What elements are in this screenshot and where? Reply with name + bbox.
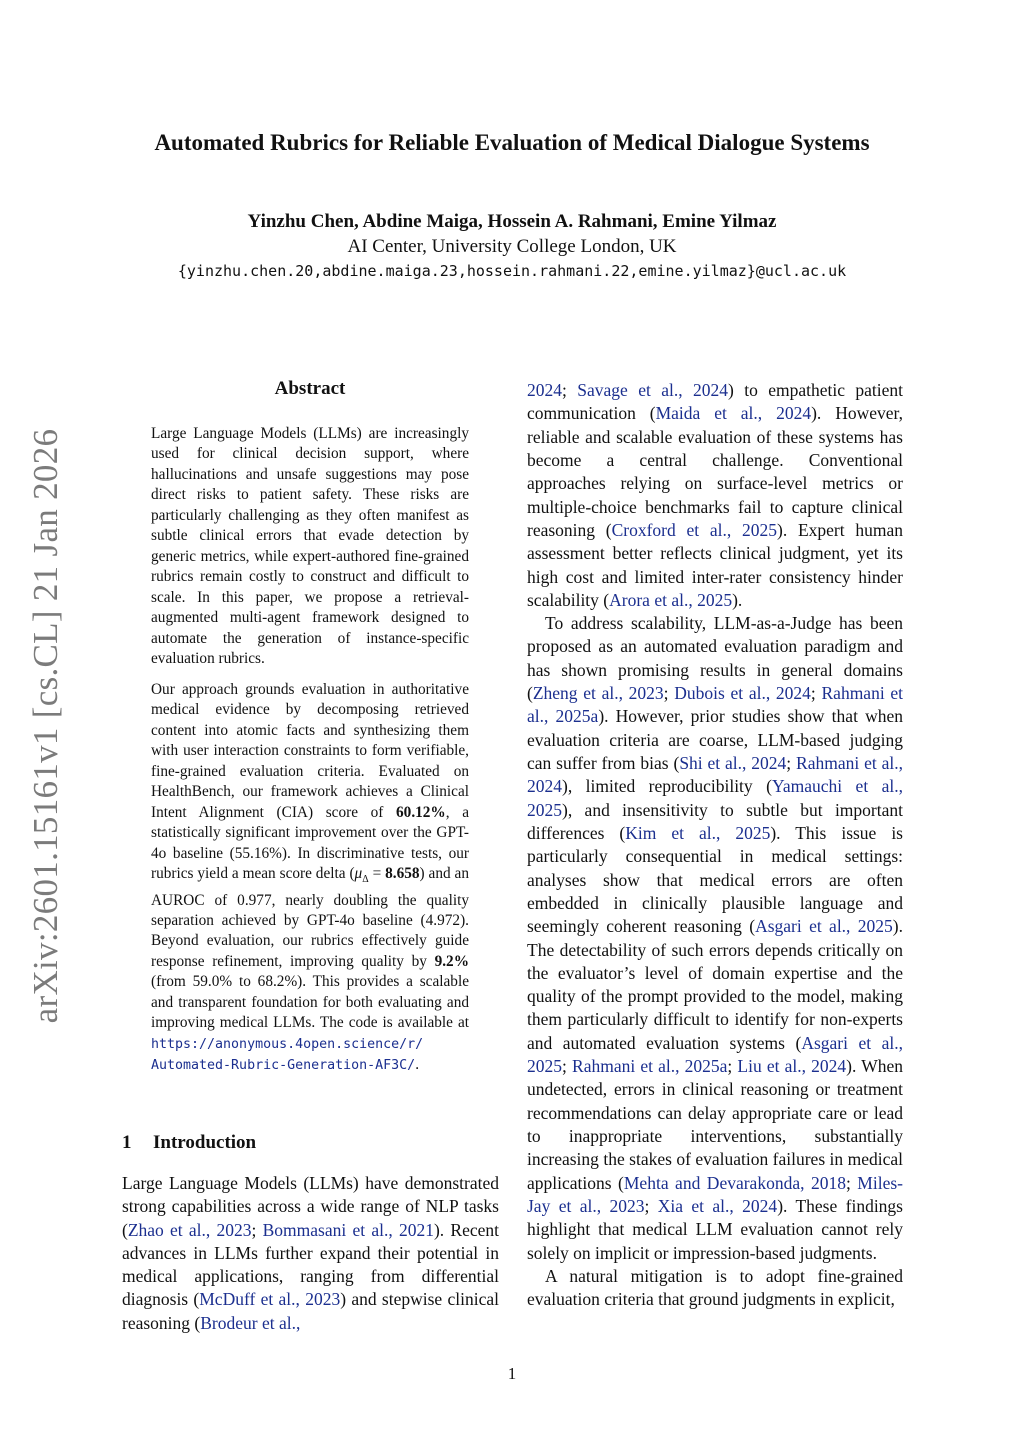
citation-link[interactable]: Brodeur et al., [200,1312,301,1333]
intro-paragraph-mitigation: A natural mitigation is to adopt fine-grained evaluation criteria that ground judgments in explicit, [527,1265,903,1310]
arxiv-stamp [28,426,64,1026]
citation-link[interactable]: Rahmani et al., 2024 [527,753,903,797]
citation-link[interactable]: Rahmani et al., 2025a [527,683,904,727]
citation-link[interactable]: Dubois et al., 2024 [674,683,811,704]
author-list: Yinzhu Chen, Abdine Maiga, Hossein A. Rahmani, Emine Yilmaz [247,211,777,232]
citation-link[interactable]: Mehta and Devarakonda, 2018 [623,1172,846,1193]
intro-paragraph-left: Large Language Models (LLMs) have demonstrated strong capabilities across a wide range of NLP tasks (Zhao et al., 2023; Bommasani et al., 2021). Recent advances in LLMs further expand their potential in medical applications, ranging from differential diagnosis (McDuff et al., 2023) and stepwise clinical reasoning (Brodeur et al., [122,1173,499,1333]
citation-link[interactable]: Zhao et al., 2023 [127,1219,252,1240]
citation-link[interactable]: Kim et al., 2025 [625,822,771,843]
citation-link[interactable]: Croxford et al., 2025 [611,519,778,540]
citation-link[interactable]: Arora et al., 2025 [609,589,733,610]
right-column [527,379,903,1312]
affiliation: AI Center, University College London, UK [347,236,677,257]
page-number: 1 [507,1364,517,1383]
code-link[interactable]: https://anonymous.4open.science/r/ Automated-Rubric-Generation-AF3C/ [151,1036,424,1074]
mean-score-delta: 8.658 [385,865,420,883]
paper-title: Automated Rubrics for Reliable Evaluation of Medical Dialogue Systems [154,130,870,155]
citation-link[interactable]: Asgari et al., 2025 [755,916,893,937]
citation-link[interactable]: Savage et al., 2024 [577,380,728,400]
intro-paragraph-continued: 2024; Savage et al., 2024) to empathetic patient communication (Maida et al., 2024). However, reliable and scalable evaluation of these systems has become a central challenge. Conventional approaches relying on surface-level metrics or multiple-choice benchmarks fail to capture clinical reasoning (Croxford et al., 2025). Expert human assessment better reflects clinical judgment, yet its high cost and limited inter-rater consistency hinder scalability (Arora et al., 2025). [527,380,904,610]
citation-link[interactable]: Asgari et al., 2025 [527,1032,904,1077]
citation-link[interactable]: McDuff et al., 2023 [199,1289,341,1310]
citation-link[interactable]: Xia et al., 2024 [657,1195,778,1216]
cia-score: 60.12% [396,803,446,821]
citation-link[interactable]: Miles-Jay et al., 2023 [527,1172,903,1216]
quality-improvement: 9.2% [434,952,469,970]
citation-link[interactable]: Yamauchi et al., 2025 [527,776,904,820]
section-heading-introduction: 1 Introduction [122,1132,257,1153]
abstract-heading: Abstract [274,378,346,399]
abstract-paragraph-2: Our approach grounds evaluation in authoritative medical evidence by decomposing retrieved content into atomic facts and synthesizing them with user interaction constraints to form verifiable, fine-grained evaluation criteria. Evaluated on HealthBench, our framework achieves a Clinical Intent Alignment (CIA) score of 60.12%, a statistically significant improvement over the GPT-4o baseline (55.16%). In discriminative tests, our rubrics yield a mean score delta $(\mu_\Delta = 8.658)$ and an AUROC of 0.977, nearly doubling the quality separation achieved by GPT-4o baseline (4.972). Beyond evaluation, our rubrics effectively guide response refinement, improving quality by 9.2% (from 59.0% to 68.2%). This provides a scalable and transparent foundation for both evaluating and improving medical LLMs. The code is available at https://anonymous.4open.science/r/ Automated-Rubric-Generation-AF3C/. [151,681,469,1074]
author-emails: {yinzhu.chen.20,abdine.maiga.23,hossein.rahmani.22,emine.yilmaz}@ucl.ac.uk [177,262,847,280]
citation-link[interactable]: Rahmani et al., 2025a [572,1056,728,1077]
citation-link[interactable]: Maida et al., 2024 [655,403,812,424]
arxiv-stamp-text: arXiv:2601.15161v1 [cs.CL] 21 Jan 2026 [26,428,65,1024]
citation-link[interactable]: Bommasani et al., 2021 [262,1219,434,1240]
intro-paragraph-llm-judge: To address scalability, LLM-as-a-Judge has been proposed as an automated evaluation paradigm and has shown promising results in general domains (Zheng et al., 2023; Dubois et al., 2024; Rahmani et al., 2025a). However, prior studies show that when evaluation criteria are coarse, LLM-based judging can suffer from bias (Shi et al., 2024; Rahmani et al., 2024), limited reproducibility (Yamauchi et al., 2025), and insensitivity to subtle but important differences (Kim et al., 2025). This issue is particularly consequential in medical settings: analyses show that medical errors are often embedded in clinically plausible language and seemingly coherent reasoning (Asgari et al., 2025). The detectability of such errors depends critically on the evaluator’s level of domain expertise and the quality of the prompt provided to the model, making them particularly difficult to identify for non-experts and automated evaluation systems (Asgari et al., 2025; Rahmani et al., 2025a; Liu et al., 2024). When undetected, errors in clinical reasoning or treatment recommendations can delay appropriate care or lead to inappropriate interventions, substantially increasing the stakes of evaluation failures in medical applications (Mehta and Devarakonda, 2018; Miles-Jay et al., 2023; Xia et al., 2024). These findings highlight that medical LLM evaluation cannot rely solely on implicit or impression-based judgments. [527,613,904,1263]
citation-link[interactable]: 2024 [527,380,562,400]
abstract-paragraph-1: Large Language Models (LLMs) are increasingly used for clinical decision support, where hallucinations and unsafe suggestions may pose direct risks to patient safety. These risks are particularly challenging as they often manifest as subtle clinical errors that evade detection by generic metrics, while expert-authored fine-grained rubrics remain costly to construct and difficult to scale. In this paper, we propose a retrieval-augmented multi-agent framework designed to automate the generation of instance-specific evaluation rubrics. [151,425,469,667]
citation-link[interactable]: Zheng et al., 2023 [532,683,664,704]
citation-link[interactable]: Shi et al., 2024 [679,753,787,773]
citation-link[interactable]: Liu et al., 2024 [737,1056,847,1077]
